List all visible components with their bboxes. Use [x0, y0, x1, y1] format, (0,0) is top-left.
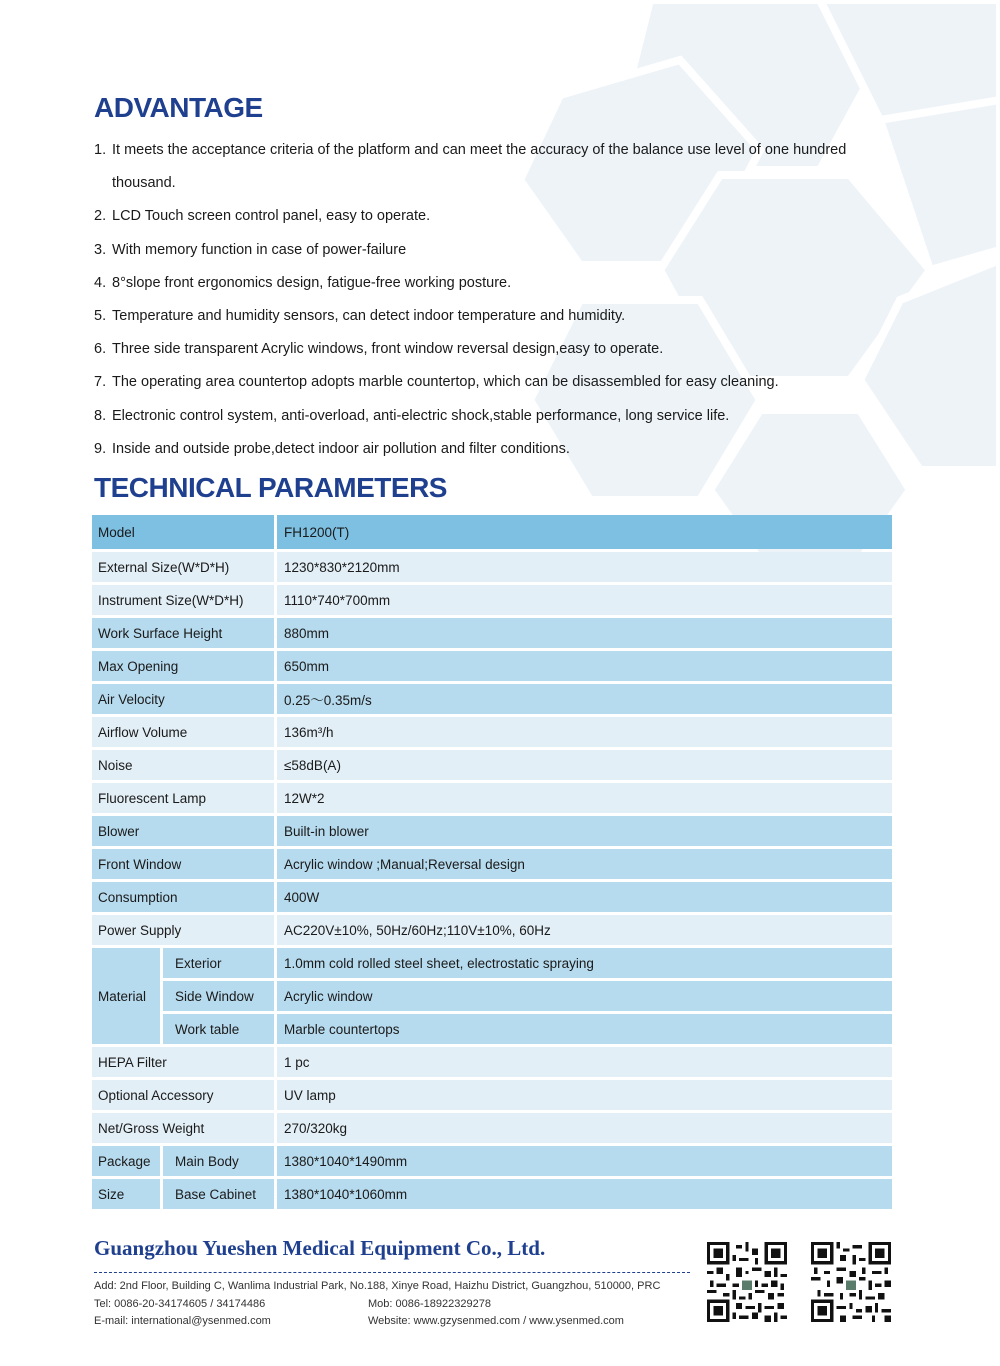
table-row — [92, 618, 892, 648]
param-label: Blower — [92, 816, 277, 846]
param-label: Work table — [163, 1014, 277, 1044]
footer-divider — [94, 1272, 690, 1273]
advantage-title: ADVANTAGE — [94, 92, 263, 123]
advantage-item: 7. The operating area countertop adopts marble countertop, which can be disassembled for easy cleaning. — [94, 374, 779, 391]
param-value: 1 pc — [277, 1047, 892, 1077]
table-row — [92, 849, 892, 879]
advantage-item-text: Electronic control system, anti-overload, anti-electric shock,stable performance, long service life. — [112, 407, 730, 424]
advantage-item-text: Temperature and humidity sensors, can detect indoor temperature and humidity. — [112, 308, 626, 325]
param-value: UV lamp — [277, 1080, 892, 1110]
advantage-item: 2. LCD Touch screen control panel, easy to operate. — [94, 208, 431, 225]
param-value: Built-in blower — [277, 816, 892, 846]
qr-code-icon — [707, 1242, 787, 1322]
advantage-item: 1. It meets the acceptance criteria of the platform and can meet the accuracy of the balance use level of one hundred thousand. — [94, 134, 894, 200]
company-website: Website: www.gzysenmed.com / www.ysenmed.com — [368, 1315, 624, 1327]
param-label: External Size(W*D*H) — [92, 552, 277, 582]
param-label: Base Cabinet — [163, 1179, 277, 1209]
param-label: Airflow Volume — [92, 717, 277, 747]
table-row — [92, 1113, 892, 1143]
param-group-label: Package — [92, 1146, 163, 1176]
param-value: FH1200(T) — [277, 515, 892, 549]
table-row — [92, 816, 892, 846]
param-value: Marble countertops — [277, 1014, 892, 1044]
param-value: 650mm — [277, 651, 892, 681]
technical-parameters-table — [92, 512, 892, 1212]
param-value: ≤58dB(A) — [277, 750, 892, 780]
param-label: Fluorescent Lamp — [92, 783, 277, 813]
table-row — [92, 948, 892, 978]
param-value: 880mm — [277, 618, 892, 648]
qr-code-icon — [811, 1242, 891, 1322]
param-value: 136m³/h — [277, 717, 892, 747]
param-label: Exterior — [163, 948, 277, 978]
table-row — [92, 552, 892, 582]
table-row — [92, 882, 892, 912]
param-label: Model — [92, 515, 277, 549]
advantage-item-text: LCD Touch screen control panel, easy to operate. — [112, 208, 431, 225]
table-row — [92, 1179, 892, 1209]
company-mob: Mob: 0086-18922329278 — [368, 1298, 491, 1310]
param-label: Air Velocity — [92, 684, 277, 714]
table-row — [92, 684, 892, 714]
advantage-item: 6. Three side transparent Acrylic windows, front window reversal design,easy to operate. — [94, 341, 664, 358]
param-value: 270/320kg — [277, 1113, 892, 1143]
advantage-item-text: The operating area countertop adopts marble countertop, which can be disassembled for easy cleaning. — [112, 374, 779, 391]
table-row — [92, 750, 892, 780]
table-row — [92, 915, 892, 945]
param-label: HEPA Filter — [92, 1047, 277, 1077]
param-label: Side Window — [163, 981, 277, 1011]
advantage-list — [94, 134, 894, 466]
company-name: Guangzhou Yueshen Medical Equipment Co., Ltd. — [94, 1236, 546, 1260]
table-row — [92, 1146, 892, 1176]
advantage-item: 3. With memory function in case of power-failure — [94, 241, 407, 258]
company-address: Add: 2nd Floor, Building C, Wanlima Industrial Park, No.188, Xinye Road, Haizhu District, Guangzhou, 510000, PRC — [94, 1280, 661, 1292]
param-value: 1230*830*2120mm — [277, 552, 892, 582]
advantage-item-text: 8°slope front ergonomics design, fatigue-free working posture. — [112, 274, 512, 291]
table-row — [92, 783, 892, 813]
param-label: Power Supply — [92, 915, 277, 945]
param-group-label: Material — [92, 948, 163, 1044]
advantage-item: 8. Electronic control system, anti-overload, anti-electric shock,stable performance, long service life. — [94, 407, 730, 424]
param-value: Acrylic window — [277, 981, 892, 1011]
table-row — [92, 585, 892, 615]
param-label: Main Body — [163, 1146, 277, 1176]
param-value: 0.25～0.35m/s — [277, 684, 892, 714]
param-label: Max Opening — [92, 651, 277, 681]
param-value: 1380*1040*1060mm — [277, 1179, 892, 1209]
param-label: Consumption — [92, 882, 277, 912]
param-value: 1380*1040*1490mm — [277, 1146, 892, 1176]
table-row — [92, 1014, 892, 1044]
table-row — [92, 717, 892, 747]
advantage-item: 5. Temperature and humidity sensors, can detect indoor temperature and humidity. — [94, 308, 626, 325]
param-group-label: Size — [92, 1179, 163, 1209]
advantage-item-text: Inside and outside probe,detect indoor air pollution and filter conditions. — [112, 440, 570, 457]
table-row — [92, 515, 892, 549]
param-label: Net/Gross Weight — [92, 1113, 277, 1143]
advantage-item-text: With memory function in case of power-failure — [112, 241, 407, 258]
table-row — [92, 1047, 892, 1077]
table-row — [92, 651, 892, 681]
param-label: Optional Accessory — [92, 1080, 277, 1110]
param-label: Work Surface Height — [92, 618, 277, 648]
param-value: AC220V±10%, 50Hz/60Hz;110V±10%, 60Hz — [277, 915, 892, 945]
advantage-item-text: Three side transparent Acrylic windows, front window reversal design,easy to operate. — [112, 341, 664, 358]
company-email: E-mail: international@ysenmed.com — [94, 1315, 271, 1327]
advantage-item-text: It meets the acceptance criteria of the platform and can meet the accuracy of the balance use level of one hundred thousand. — [112, 142, 847, 192]
param-value: 12W*2 — [277, 783, 892, 813]
table-row — [92, 1080, 892, 1110]
param-value: 400W — [277, 882, 892, 912]
company-tel: Tel: 0086-20-34174605 / 34174486 — [94, 1298, 266, 1310]
advantage-item: 4. 8°slope front ergonomics design, fatigue-free working posture. — [94, 274, 512, 291]
param-label: Instrument Size(W*D*H) — [92, 585, 277, 615]
param-value: 1110*740*700mm — [277, 585, 892, 615]
advantage-item: 9. Inside and outside probe,detect indoor air pollution and filter conditions. — [94, 440, 570, 457]
table-row — [92, 981, 892, 1011]
param-value: 1.0mm cold rolled steel sheet, electrostatic spraying — [277, 948, 892, 978]
technical-parameters-title: TECHNICAL PARAMETERS — [94, 472, 447, 503]
param-label: Front Window — [92, 849, 277, 879]
param-label: Noise — [92, 750, 277, 780]
param-value: Acrylic window ;Manual;Reversal design — [277, 849, 892, 879]
